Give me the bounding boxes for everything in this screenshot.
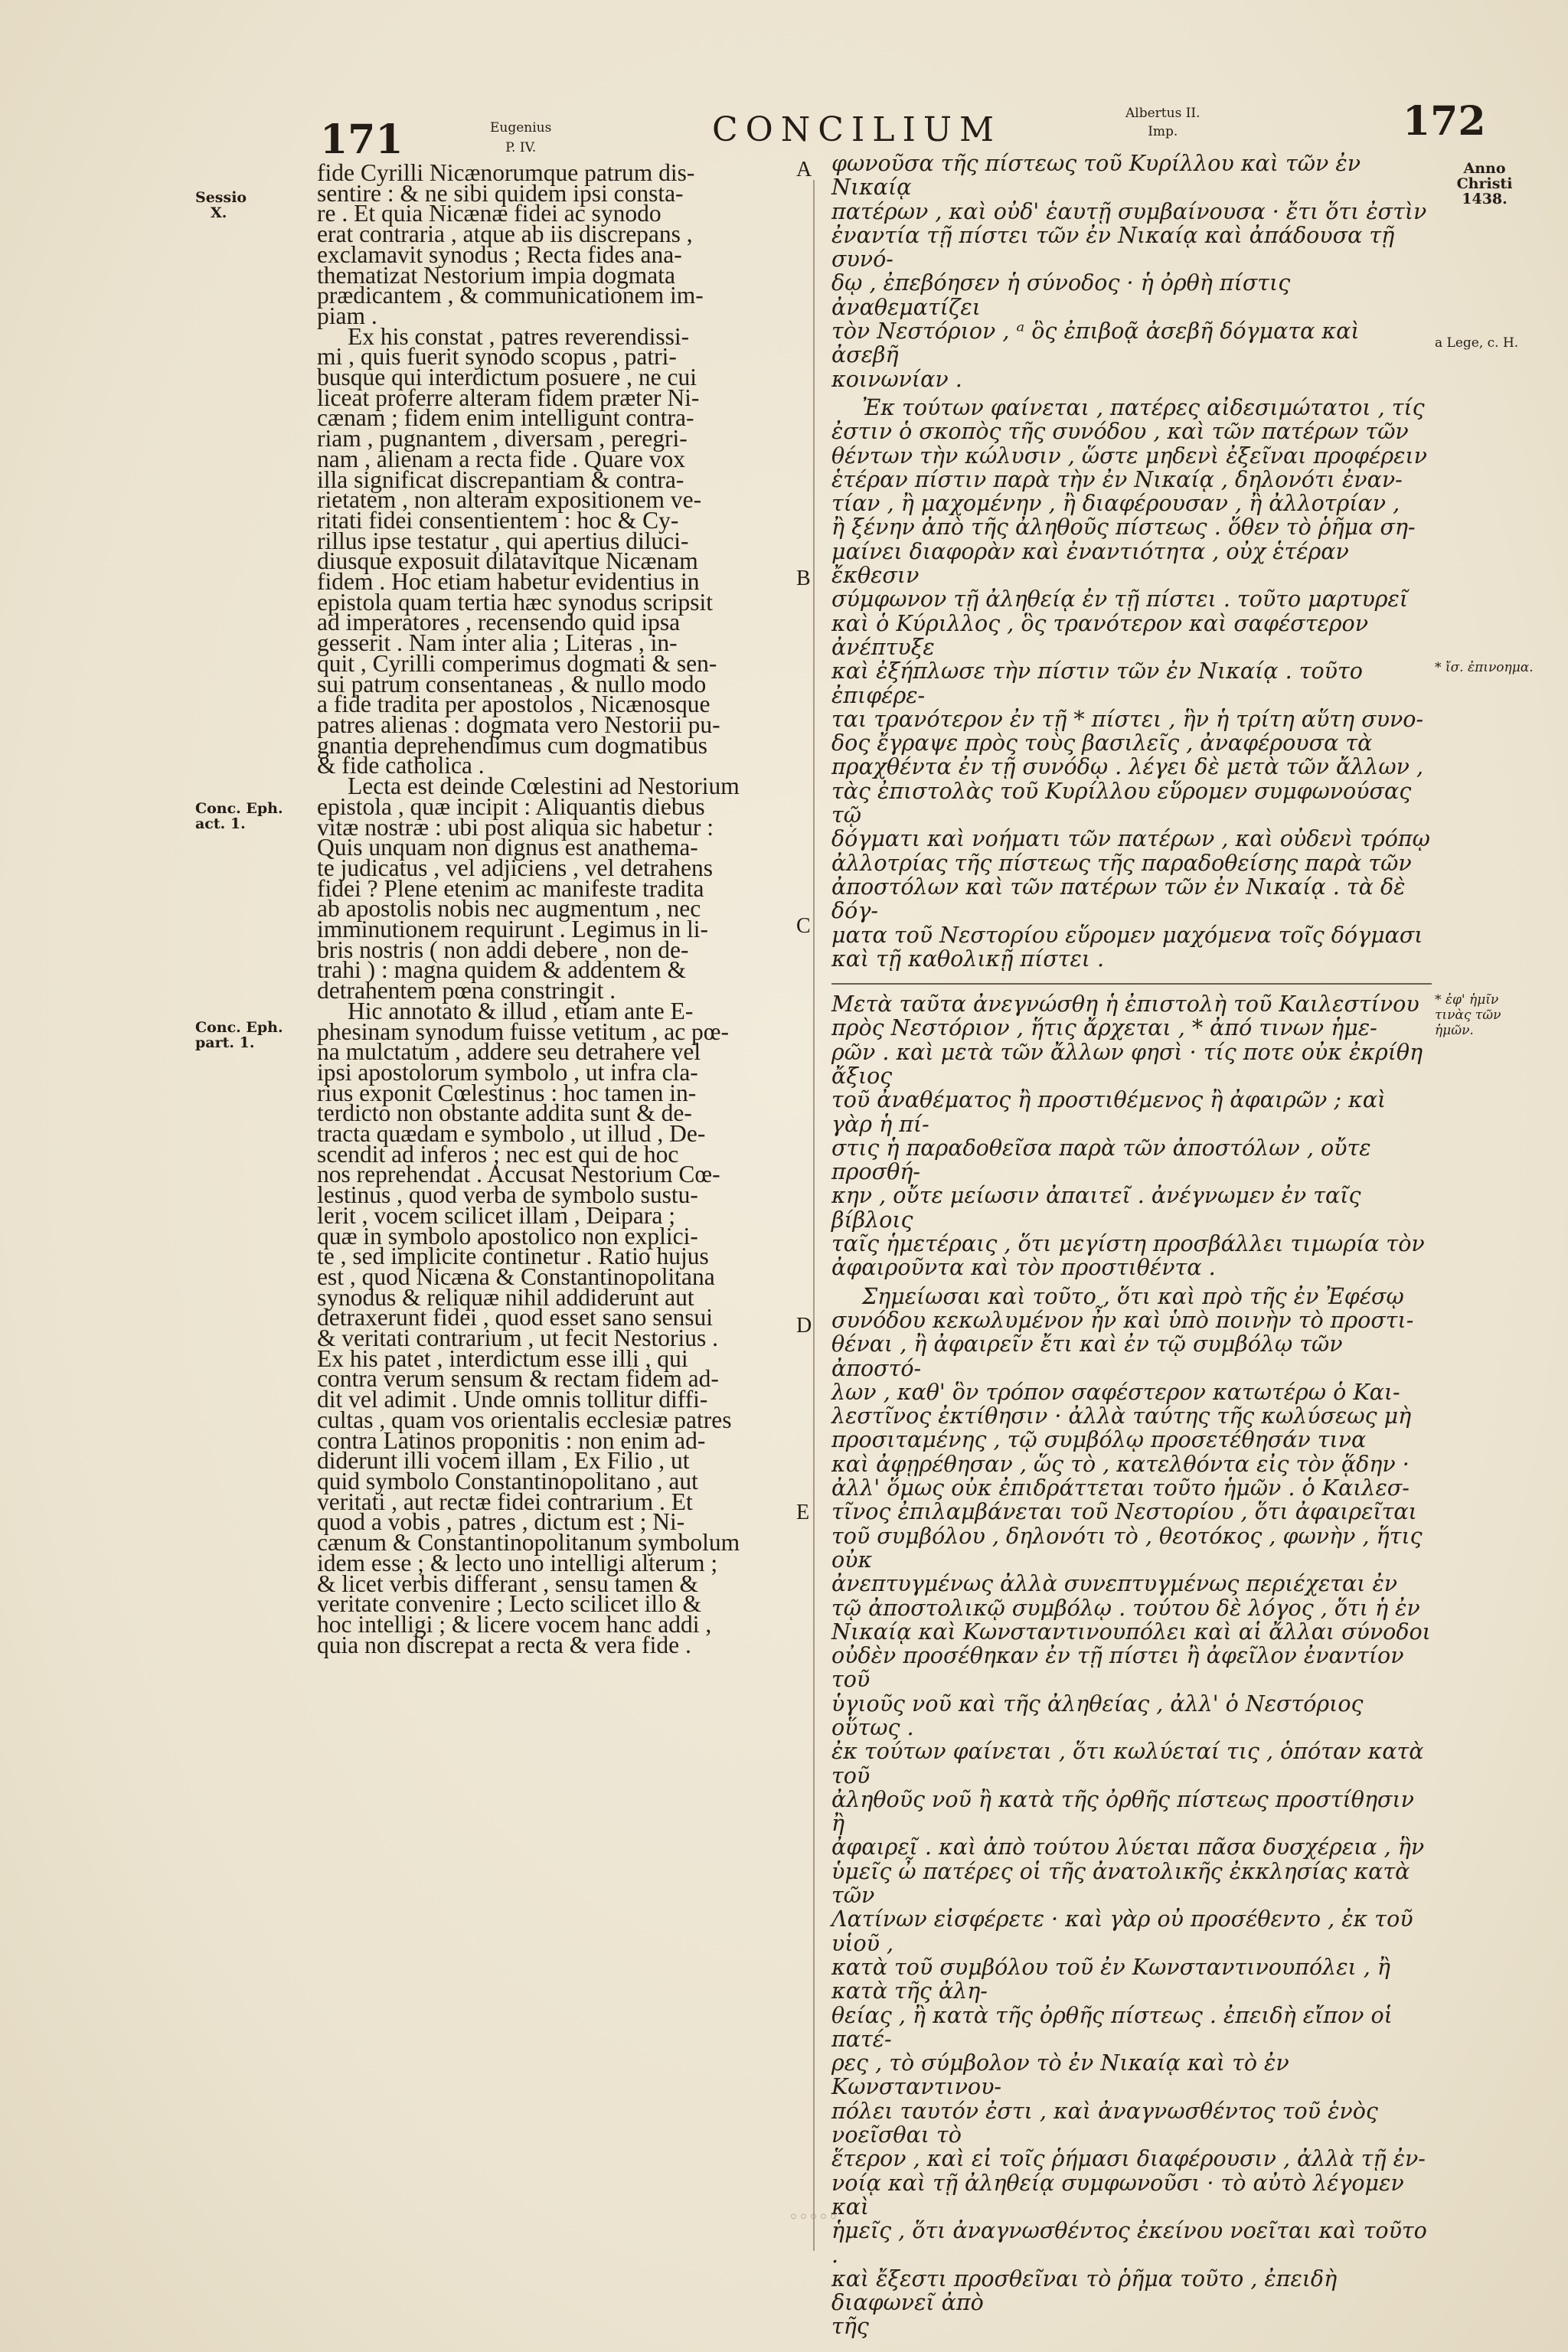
running-head-right-line2: Imp.: [1148, 124, 1178, 139]
margin-note-3: * ἐφ' ἡμῖν τινὰς τῶν ἡμῶν.: [1435, 992, 1501, 1038]
margin-note-conc-eph-2: [195, 1020, 310, 1050]
greek-paragraph-1: φωνοῦσα τῆς πίστεως τοῦ Κυρίλλου καὶ τῶν ἐν Νικαίᾳ πατέρων , καὶ οὐδ' ἑαυτῇ συμβαίνουσα · ἔτι ὅτι ἐστὶν ἐναντία τῇ πίστει τῶν ἐν Νικαίᾳ καὶ ἀπάδουσα τῇ συνό- δῳ , ἐπεβόησεν ἡ σύνοδος · ἡ ὀρθὴ πίστις ἀναθεματίζει τὸν Νεστόριον , ᵃ ὃς ἐπιβοᾷ ἀσεβῆ δόγματα καὶ ἀσεβῆ κοινωνίαν .: [831, 151, 1427, 392]
greek-rule: [831, 983, 1432, 985]
margin-note-conc-eph-2-line1: Conc. Eph.: [195, 1019, 283, 1036]
section-letter-d: D: [796, 1314, 812, 1338]
column-divider: [813, 180, 815, 2251]
page-number-left: 171: [320, 116, 403, 163]
greek-paragraph-3: Μετὰ ταῦτα ἀνεγνώσθη ἡ ἐπιστολὴ τοῦ Καιλεστίνου πρὸς Νεστόριον , ἥτις ἄρχεται , * ἀπό τινων ἡμε- ρῶν . καὶ μετὰ τῶν ἄλλων φησὶ · τίς ποτε οὐκ ἐκρίθη ἄξιος τοῦ ἀναθέματος ἢ προστιθέμενος ἢ ἀφαιρῶν ; καὶ γὰρ ἡ πί- στις ἡ παραδοθεῖσα παρὰ τῶν ἀποστόλων , οὔτε προσθή- κην , οὔτε μείωσιν ἀπαιτεῖ . ἀνέγνωμεν ἐν ταῖς βίβλοις ταῖς ἡμετέραις , ὅτι μεγίστη προσβάλλει τιμωρία τὸν ἀφαιροῦντα καὶ τὸν προστιθέντα .: [831, 991, 1425, 1281]
margin-note-conc-eph-1: [195, 801, 310, 831]
section-letter-c: C: [796, 914, 811, 938]
page-title: CONCILIUM: [712, 110, 1002, 149]
margin-note-lege: a Lege, c. H.: [1435, 335, 1519, 351]
running-head-right: [1125, 104, 1200, 141]
margin-note-anno: [1435, 161, 1534, 207]
running-head-left: [490, 118, 551, 158]
margin-note-sessio-line2: X.: [211, 204, 227, 221]
margin-note-conc-eph-1-line1: Conc. Eph.: [195, 800, 283, 817]
greek-paragraph-4: Σημείωσαι καὶ τοῦτο , ὅτι καὶ πρὸ τῆς ἐν Ἐφέσῳ συνόδου κεκωλυμένον ἦν καὶ ὑπὸ ποινὴν τὸ προστι- θέναι , ἢ ἀφαιρεῖν ἔτι καὶ ἐν τῷ συμβόλῳ τῶν ἀποστό- λων , καθ' ὃν τρόπον σαφέστερον κατωτέρω ὁ Και- λεστῖνος ἐκτίθησιν · ἀλλὰ ταύτης τῆς κωλύσεως μὴ προσιταμένης , τῷ συμβόλῳ προσετέθησάν τινα καὶ ἀφῃρέθησαν , ὥς τὸ , κατελθόντα εἰς τὸν ᾅδην · ἀλλ' ὅμως οὐκ ἐπιδράττεται τοῦτο ἡμῶν . ὁ Καιλεσ- τῖνος ἐπιλαμβάνεται τοῦ Νεστορίου , ὅτι ἀφαιρεῖται τοῦ συμβόλου , δηλονότι τὸ , θεοτόκος , φωνὴν , ἥτις οὐκ ἀνεπτυγμένως ἀλλὰ συνεπτυγμένως περιέχεται ἐν τῷ ἀποστολικῷ συμβόλῳ . τούτου δὲ λόγος , ὅτι ἡ ἐν Νικαίᾳ καὶ Κωνσταντινουπόλει καὶ αἱ ἄλλαι σύνοδοι οὐδὲν προσέθηκαν ἐν τῇ πίστει ἢ ἀφεῖλον ἐναντίον τοῦ ὑγιοῦς νοῦ καὶ τῆς ἀληθείας , ἀλλ' ὁ Νεστόριος οὕτως . ἐκ τούτων φαίνεται , ὅτι κωλύεταί τις , ὁπόταν κατὰ τοῦ ἀληθοῦς νοῦ ἢ κατὰ τῆς ὀρθῆς πίστεως προστίθησιν ἢ ἀφαιρεῖ . καὶ ἀπὸ τούτου λύεται πᾶσα δυσχέρεια , ἣν ὑμεῖς ὦ πατέρες οἱ τῆς ἀνατολικῆς ἐκκλησίας κατὰ τῶν Λατίνων εἰσφέρετε · καὶ γὰρ οὐ προσέθεντο , ἐκ τοῦ υἱοῦ , κατὰ τοῦ συμβόλου τοῦ ἐν Κωνσταντινουπόλει , ἢ κατὰ τῆς ἀλη- θείας , ἢ κατὰ τῆς ὀρθῆς πίστεως . ἐπειδὴ εἴπον οἱ πατέ- ρες , τὸ σύμβολον τὸ ἐν Νικαίᾳ καὶ τὸ ἐν Κωνσταντινου- πόλει ταυτόν ἐστι , καὶ ἀναγνωσθέντος τοῦ ἑνὸς νοεῖσθαι τὸ ἕτερον , καὶ εἰ τοῖς ῥήμασι διαφέρουσιν , ἀλλὰ τῇ ἐν- νοίᾳ καὶ τῇ ἀληθείᾳ συμφωνοῦσι · τὸ αὐτὸ λέγομεν καὶ ἡμεῖς , ὅτι ἀναγνωσθέντος ἐκείνου νοεῖται καὶ τοῦτο . καὶ ἔξεστι προσθεῖναι τὸ ῥῆμα τοῦτο , ἐπειδὴ διαφωνεῖ ἀπὸ τῆς: [831, 1283, 1431, 2340]
running-head-left-line1: Eugenius: [490, 120, 552, 136]
latin-paragraph-3: Lecta est deinde Cœlestini ad Nestorium epistola , quæ incipit : Aliquantis diebus vitæ nostræ : ubi post aliqua sic habetur : Quis unquam non dignus est anathema- te judicatus , vel adjiciens , vel detrahens fidei ? Plene etenim ac manifeste tradita ab apostolis nobis nec augmentum , nec imminutionem requirunt . Legimus in li- bris nostris ( non addi debere , non de- trahi ) : magna quidem & addentem & detrahentem pœna constringit .: [317, 773, 740, 1004]
margin-note-anno-line3: 1438.: [1462, 191, 1508, 207]
section-letter-e: E: [796, 1501, 810, 1524]
margin-note-sessio: [195, 190, 310, 220]
running-head-right-line1: Albertus II.: [1125, 106, 1200, 121]
running-head-left-line2: P. IV.: [505, 140, 537, 155]
page-bottom-ornament: ◦◦◦◦◦: [789, 2208, 838, 2227]
margin-note-2: * ἴσ. ἐπινοημα.: [1435, 660, 1534, 675]
greek-paragraph-2: Ἐκ τούτων φαίνεται , πατέρες αἰδεσιμώτατοι , τίς ἐστιν ὁ σκοπὸς τῆς συνόδου , καὶ τῶν πατέρων τῶν θέντων τὴν κώλυσιν , ὥστε μηδενὶ ἐξεῖναι προφέρειν ἑτέραν πίστιν παρὰ τὴν ἐν Νικαίᾳ , δηλονότι ἐναν- τίαν , ἢ μαχομένην , ἢ διαφέρουσαν , ἢ ἀλλοτρίαν , ἢ ξένην ἀπὸ τῆς ἀληθοῦς πίστεως . ὅθεν τὸ ῥῆμα ση- μαίνει διαφορὰν καὶ ἐναντιότητα , οὐχ ἑτέραν ἔκθεσιν σύμφωνον τῇ ἀληθείᾳ ἐν τῇ πίστει . τοῦτο μαρτυρεῖ καὶ ὁ Κύριλλος , ὃς τρανότερον καὶ σαφέστερον ἀνέπτυξε καὶ ἐξήπλωσε τὴν πίστιν τῶν ἐν Νικαίᾳ . τοῦτο ἐπιφέρε- ται τρανότερον ἐν τῇ * πίστει , ἣν ἡ τρίτη αὕτη συνο- δος ἔγραψε πρὸς τοὺς βασιλεῖς , ἀναφέρουσα τὰ πραχθέντα ἐν τῇ συνόδῳ . λέγει δὲ μετὰ τῶν ἄλλων , τὰς ἐπιστολὰς τοῦ Κυρίλλου εὕρομεν συμφωνούσας τῷ δόγματι καὶ νοήματι τῶν πατέρων , καὶ οὐδενὶ τρόπῳ ἀλλοτρίας τῆς πίστεως τῆς παραδοθείσης παρὰ τῶν ἀποστόλων καὶ τῶν πατέρων τῶν ἐν Νικαίᾳ . τὰ δὲ δόγ- ματα τοῦ Νεστορίου εὕρομεν μαχόμενα τοῖς δόγμασι καὶ τῇ καθολικῇ πίστει .: [831, 394, 1430, 972]
greek-column: [831, 152, 1432, 2339]
latin-paragraph-1: fide Cyrilli Nicænorumque patrum dis- sentire : & ne sibi quidem ipsi consta- re . Et quia Nicænæ fidei ac synodo erat contraria , atque ab iis discrepans , exclamavit synodus ; Recta fides ana- thematizat Nestorium impia dogmata prædicantem , & communicationem im- piam .: [317, 159, 704, 329]
margin-note-sessio-line1: Sessio: [195, 189, 247, 206]
page-number-right: 172: [1403, 98, 1486, 145]
margin-note-anno-line1: Anno: [1463, 160, 1506, 177]
latin-paragraph-2: Ex his constat , patres reverendissi- mi , quis fuerit synodo scopus , patri- busque qui interdictum posuere , ne cui liceat proferre alteram fidem præter Ni- cænam ; fidem enim intelligunt contra- riam , pugnantem , diversam , peregri- nam , alienam a recta fide . Quare vox illa significat discrepantiam & contra- rietatem , non alteram expositionem ve- ritati fidei consentientem : hoc & Cy- rillus ipse testatur , qui apertius diluci- diusque exposuit dilatavitque Nicænam fidem . Hoc etiam habetur evidentius in epistola quam tertia hæc synodus scripsit ad imperatores , recensendo quid ipsa gesserit . Nam inter alia ; Literas , in- quit , Cyrilli comperimus dogmati & sen- sui patrum consentaneas , & nullo modo a fide tradita per apostolos , Nicænosque patres alienas : dogmata vero Nestorii pu- gnantia deprehendimus cum dogmatibus & fide catholica .: [317, 322, 720, 779]
section-letter-a: A: [796, 158, 812, 181]
latin-column: [317, 159, 793, 1658]
latin-paragraph-4: Hic annotato & illud , etiam ante E- phesinam synodum fuisse vetitum , ac pœ- na mulctatum , addere seu detrahere vel ipsi apostolorum symbolo , ut infra cla- rius exponit Cœlestinus : hoc tamen in- terdicto non obstante addita sunt & de- tracta quædam e symbolo , ut illud , De- scendit ad inferos ; nec est qui de hoc nos reprehendat . Accusat Nestorium Cœ- lestinus , quod verba de symbolo sustu- lerit , vocem scilicet illam , Deipara ; quæ in symbolo apostolico non explici- te , sed implicite continetur . Ratio hujus est , quod Nicæna & Constantinopolitana synodus & reliquæ nihil addiderunt aut detraxerunt fidei , quod esset sano sensui & veritati contrarium , ut fecit Nestorius . Ex his patet , interdictum esse illi , qui contra verum sensum & rectam fidem ad- dit vel adimit . Unde omnis tollitur diffi- cultas , quam vos orientalis ecclesiæ patres contra Latinos proponitis : non enim ad- diderunt illi vocem illam , Ex Filio , ut quid symbolo Constantinopolitano , aut veritati , aut rectæ fidei contrarium . Et quod a vobis , patres , dictum est ; Ni- cænum & Constantinopolitanum symbolum idem esse ; & lecto uno intelligi alterum ; & licet verbis differant , sensu tamen & veritate convenire ; Lecto scilicet illo & hoc intelligi ; & licere vocem hanc addi , quia non discrepat a recta & vera fide .: [317, 997, 740, 1658]
margin-note-anno-line2: Christi: [1456, 175, 1513, 192]
section-letter-b: B: [796, 567, 811, 590]
margin-note-conc-eph-1-line2: act. 1.: [195, 815, 246, 832]
margin-note-conc-eph-2-line2: part. 1.: [195, 1034, 255, 1051]
